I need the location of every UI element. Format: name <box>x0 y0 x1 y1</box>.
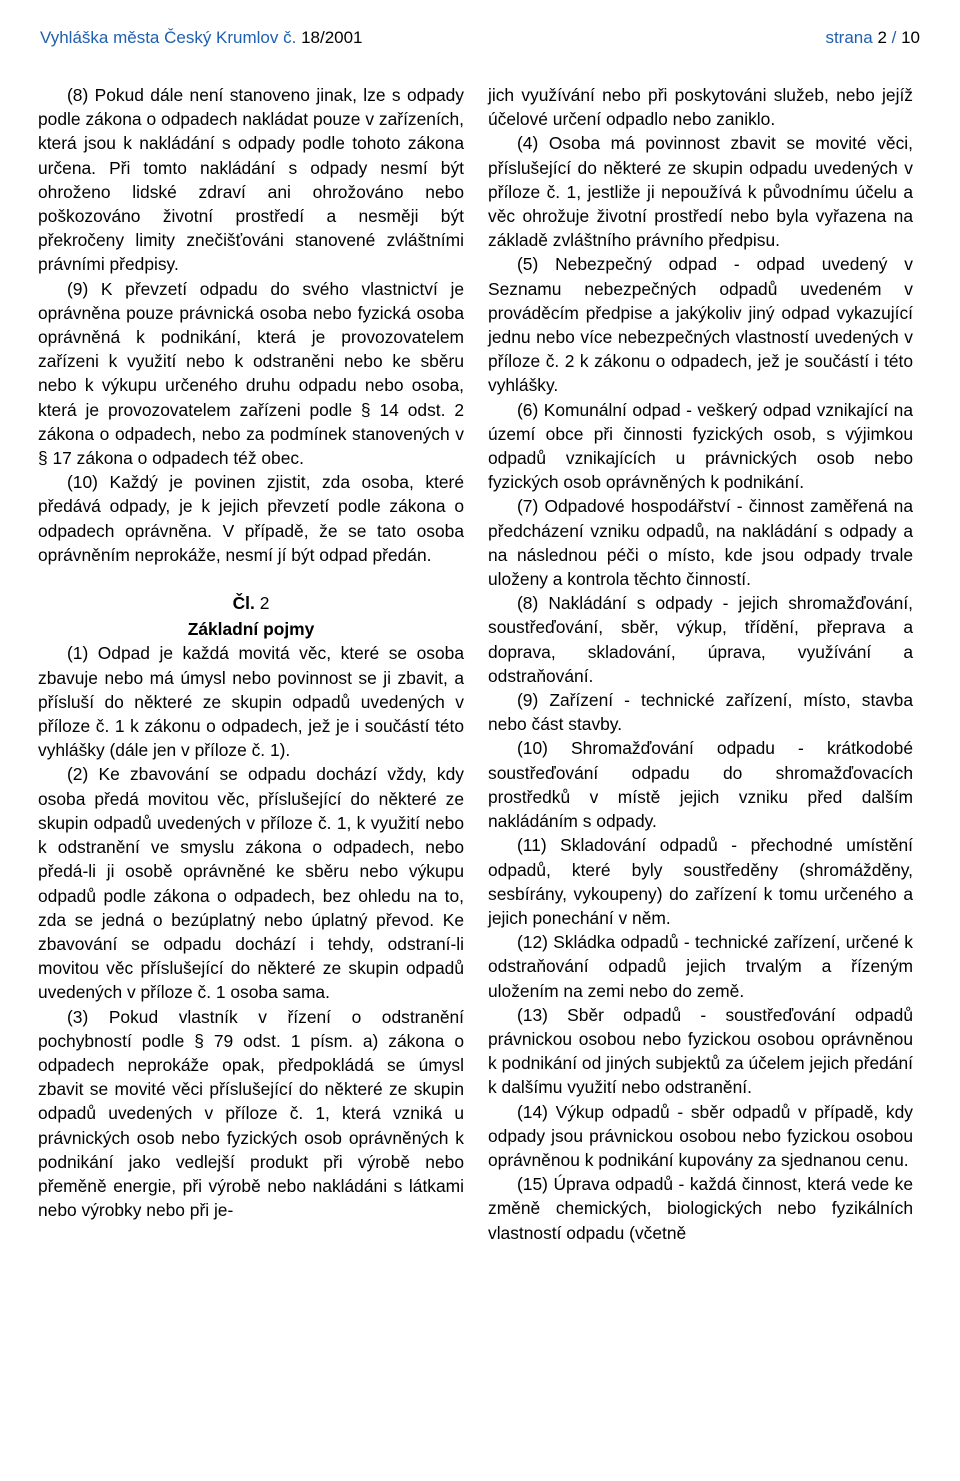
paragraph-continuation: jich využívání nebo při poskytováni služeb, nebo jejíž účelové určení odpadlo nebo zaniklo. <box>488 85 913 130</box>
section-title: Základní pojmy <box>187 619 315 640</box>
paragraph: (11) Skladování odpadů - přechodné umístění odpadů, které byly soustředěny (shromážděny, sesbírány, vykoupeny) do zařízení k tomu určeného a jejich ponechání v něm. <box>488 835 913 928</box>
paragraph: (9) Zařízení - technické zařízení, místo, stavba nebo část stavby. <box>488 690 913 735</box>
paragraph: (8) Pokud dále není stanoveno jinak, lze s odpady podle zákona o odpadech nakládat pouze v zařízeních, která jsou k nakládání s odpady podle tohoto zákona určena. Při tomto nakládání s odpady nesmí být ohroženo lidské zdraví ani ohrožováno nebo poškozováno životní prostředí a nesměji být překročeny limity znečišťováni stanovené zvláštními právními předpisy. <box>38 85 464 275</box>
paragraph: (12) Skládka odpadů - technické zařízení, určené k odstraňování odpadů jejich trvalým a řízeným uložením na zemi nebo do země. <box>488 932 913 1001</box>
paragraph: (10) Každý je povinen zjistit, zda osoba, které předává odpady, je k jejich převzetí podle zákona o odpadech oprávněna. V případě, že se tato osoba oprávněním neprokáže, nesmí jí být odpad předán. <box>38 472 464 565</box>
section-number: 2 <box>259 593 270 614</box>
paragraph: (15) Úprava odpadů - každá činnost, která vede ke změně chemických, biologických nebo fyzikálních vlastností odpadu (včetně <box>488 1174 913 1243</box>
paragraph: (4) Osoba má povinnost zbavit se movité věci, příslušející do některé ze skupin odpadu uvedených v příloze č. 1, jestliže ji nepoužívá k původnímu účelu a věc ohrožuje životní prostředí nebo byla vyřazena na základě zvláštního právního předpisu. <box>488 133 913 251</box>
page-separator: / <box>886 28 902 47</box>
page-current: 2 <box>877 28 887 47</box>
paragraph: (10) Shromažďování odpadu - krátkodobé soustřeďování odpadu do shromažďovacích prostředků v místě jejich vzniku před dalším nakládáním s odpady. <box>488 738 913 832</box>
left-column <box>38 83 464 1222</box>
paragraph: (7) Odpadové hospodářství - činnost zaměřená na předcházení vzniku odpadů, na nakládání s odpady a na následnou péči o místo, kde jsou odpady trvale uloženy a kontrola těchto činností. <box>488 496 913 590</box>
right-column <box>488 83 913 1245</box>
paragraph: (9) K převzetí odpadu do svého vlastnictví je oprávněna pouze právnická osoba nebo fyzická osoba oprávněná k podnikání, která je provozovatelem zařízeni k využití nebo k odstraněni nebo ke sběru nebo k výkupu určeného druhu odpadu nebo osoba, která je provozovatelem zařízeni podle § 14 odst. 2 zákona o odpadech, nebo za podmínek stanovených v § 17 zákona o odpadech též obec. <box>38 278 464 469</box>
document-title <box>40 28 363 48</box>
paragraph: (1) Odpad je každá movitá věc, které se osoba zbavuje nebo má úmysl nebo povinnost se ji zbavit, a přísluší do některé ze skupin odpadů uvedených v příloze č. 1 k zákonu o odpadech, jež je i součástí této vyhlášky (dále jen v příloze č. 1). <box>38 643 464 761</box>
paragraph: (3) Pokud vlastník v řízení o odstranění pochybností podle § 79 odst. 1 písm. a) zákona o odpadech neprokáže opak, předpokládá se úmysl zbavit se movité věci příslušející do některé ze skupin odpadů uvedených v příloze č. 1, která vzniká u právnických osob nebo fyzických osob oprávněných k podnikání jako vedlejší produkt při výrobě nebo přeměně energie, při výrobě nebo nakládáni s látkami nebo výrobky nebo při je- <box>38 1006 464 1221</box>
paragraph: (14) Výkup odpadů - sběr odpadů v případě, kdy odpady jsou právnickou osobou nebo fyzickou osobou oprávněnou k podnikání kupovány za sjednanou cenu. <box>488 1101 913 1170</box>
page-label: strana <box>825 28 878 47</box>
paragraph: (2) Ke zbavování se odpadu dochází vždy, kdy osoba předá movitou věc, příslušející do některé ze skupin odpadů uvedených v příloze č. 1, k využití nebo k odstranění ve smyslu zákona o odpadech, nebo předá-li ji osobě oprávněné ke sběru nebo výkupu odpadů podle zákona o odpadech, bez ohledu na to, zda se jedná o bezúplatný nebo úplatný převod. Ke zbavování se odpadu dochází i tehdy, odstraní-li movitou věc příslušející do některé ze skupin odpadů uvedených v příloze č. 1 osoba sama. <box>38 764 464 1003</box>
page-indicator <box>825 28 920 48</box>
paragraph: (5) Nebezpečný odpad - odpad uvedený v Seznamu nebezpečných odpadů uvedeném v prováděcím předpise a jakýkoliv jiný odpad vykazující jednu nebo více nebezpečných vlastností uvedených v příloze č. 2 k zákonu o odpadech, jež je součástí i této vyhlášky. <box>488 254 913 396</box>
section-label: Čl. <box>232 593 255 614</box>
paragraph: (6) Komunální odpad - veškerý odpad vznikající na území obce při činnosti fyzických osob, s výjimkou odpadů vznikajících u právnických osob nebo fyzických osob oprávněných k podnikání. <box>488 399 913 493</box>
page-header <box>40 28 920 56</box>
paragraph: (13) Sběr odpadů - soustřeďování odpadů právnickou osobou nebo fyzickou osobou oprávněnou k podnikání od jiných subjektů za účelem jejich předání k dalšímu využití nebo odstranění. <box>488 1004 913 1098</box>
section-heading <box>38 591 464 615</box>
document-number: 18/2001 <box>301 28 363 47</box>
page-total: 10 <box>901 28 920 47</box>
document-title-prefix: Vyhláška města Český Krumlov č. <box>40 28 302 47</box>
paragraph: (8) Nakládání s odpady - jejich shromažďování, soustřeďování, sběr, výkup, třídění, přeprava a doprava, skladování, úprava, využívání a odstraňování. <box>488 593 913 686</box>
